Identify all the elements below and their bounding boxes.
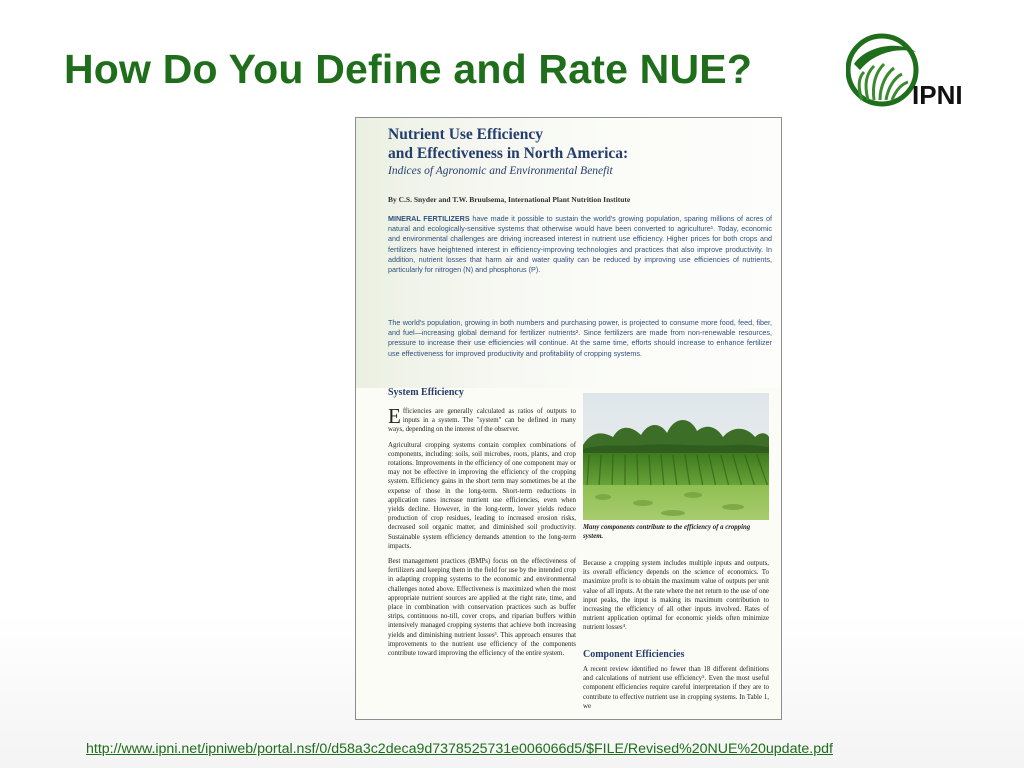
logo-text: IPNI — [912, 80, 963, 110]
cropfield-photo — [583, 393, 769, 520]
left-paragraph-3: Best management practices (BMPs) focus on the effectiveness of fertilizers and keeping them in the field for use by the intended crop in adapting cropping systems to the economic and environmental challenges noted above. Effectiveness is maximized when the most appropriate nutrient sources are applied at the right rate, time, and place in combination with conservation practices such as buffer strips, continuous no-till, cover crops, and riparian buffers within intensively managed cropping systems that achieve both increasing yields and diminishing nutrient losses³. This approach ensures that improvements to the nutrient use efficiency of the components contribute toward improving the efficiency of the entire system. — [388, 558, 576, 658]
right-paragraph-1: Because a cropping system includes multiple inputs and outputs, its overall efficiency depends on the science of economics. To maximize profit is to obtain the maximum value of outputs per unit value of all inputs. At the rate where the net return to the use of one input peaks, the input is making its maximum contribution to increasing the efficiency of all other inputs involved. Rates of nutrient application optimal for economic yields often minimize nutrient losses⁴. — [583, 560, 769, 632]
document-intro-p2: The world's population, growing in both numbers and purchasing power, is projected to consume more food, feed, fiber, and fuel—increasing global demand for fertilizer nutrients². Since fertilizers are made from non-renewable resources, pressure to increase their use efficiencies will continue. At the same time, efforts should increase to enhance fertilizer use effectiveness for improved productivity and profitability of cropping systems. — [388, 318, 772, 358]
section-heading-system-efficiency: System Efficiency — [388, 387, 464, 398]
left-paragraph-1-text: fficiencies are generally calculated as ratios of outputs to inputs in a system. The "system" can be defined in many ways, depending on the interest of the observer. — [388, 408, 576, 434]
right-paragraph-2: A recent review identified no fewer than 18 different definitions and calculations of nutrient use efficiency⁵. Even the most useful component efficiencies require careful interpretation if they are to contribute to effective nutrient use in cropping systems. In Table 1, we — [583, 666, 769, 710]
right-column — [583, 559, 769, 639]
left-paragraph-1 — [388, 404, 576, 435]
intro-lead: MINERAL FERTILIZERS — [388, 214, 470, 223]
document-byline: By C.S. Snyder and T.W. Bruulsema, International Plant Nutrition Institute — [388, 195, 631, 204]
source-link[interactable]: http://www.ipni.net/ipniweb/portal.nsf/0/d58a3c2deca9d7378525731e006066d5/$FILE/Revised%20NUE%20update.pdf — [86, 741, 833, 757]
intro-text: have made it possible to sustain the world's growing population, sparing millions of acres of natural and ecologically-sensitive systems that otherwise would have been converted to agriculture¹. Today, economic and environmental challenges are driving increased interest in nutrient use efficiency. Higher prices for both crops and fertilizers have heightened interest in efficiency-improving technologies and practices that also improve productivity. In addition, nutrient losses that harm air and water quality can be reduced by improving use efficiencies of nutrients, particularly for nitrogen (N) and phosphorus (P). — [388, 214, 772, 275]
document-title — [388, 125, 628, 163]
photo-caption: Many components contribute to the efficiency of a cropping system. — [583, 524, 751, 540]
left-paragraph-2: Agricultural cropping systems contain complex combinations of components, including: soils, soil microbes, roots, plants, and crop rotations. Improvements in the efficiency of one component may or may not be effective in improving the efficiency of the cropping system. Efficiency gains in the short term may sometimes be at the expense of those in the long-term. Short-term reductions in application rates increase nutrient use efficiencies, even when yields decline. However, in the long-term, lower yields reduce production of crop residues, leading to increased erosion risks, decreased soil organic matter, and diminished soil productivity. Sustainable system efficiency demands attention to the long-term impacts. — [388, 441, 576, 550]
slide-title: How Do You Define and Rate NUE? — [64, 46, 753, 92]
document-subtitle: Indices of Agronomic and Environmental Benefit — [388, 165, 613, 177]
document-title-line2: and Effectiveness in North America: — [388, 145, 629, 162]
drop-cap: E — [388, 404, 401, 428]
document-intro — [388, 214, 772, 275]
document-page — [355, 117, 782, 720]
left-column — [388, 404, 576, 664]
right-column-lower — [583, 665, 769, 717]
document-title-line1: Nutrient Use Efficiency — [388, 126, 543, 143]
section-heading-component-efficiencies: Component Efficiencies — [583, 649, 685, 660]
